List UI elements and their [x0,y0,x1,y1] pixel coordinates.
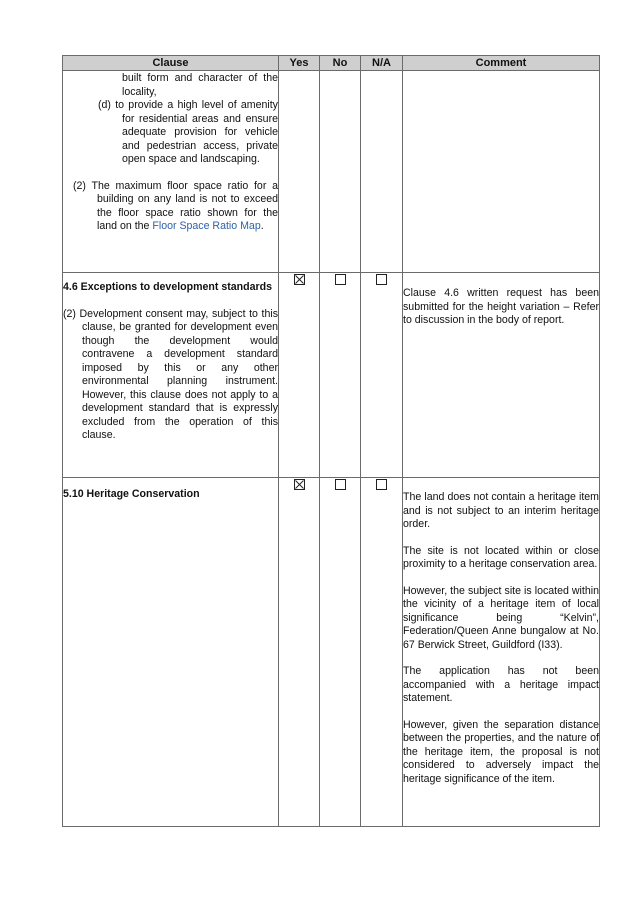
table-header-row [63,56,600,71]
table-row [63,273,600,478]
clause-heading-4-6: 4.6 Exceptions to development standards [63,281,272,293]
yes-cell [279,478,320,827]
clause-item-d [98,99,278,167]
na-cell [361,478,403,827]
yes-cell [279,71,320,273]
clause-cell [63,71,279,273]
clause-item-2 [73,180,278,234]
no-checkbox[interactable] [335,479,346,490]
comment-cell [403,71,600,273]
checkbox-cross-icon [295,480,304,489]
na-checkbox[interactable] [376,479,387,490]
column-header-na: N/A [361,56,403,71]
clause-continuation-text: built form and character of the locality, [122,72,278,98]
table-row [63,478,600,827]
column-header-clause: Clause [63,56,279,71]
clause-item-2-marker: (2) [73,179,86,192]
checkbox-cross-icon [295,275,304,284]
no-cell [320,273,361,478]
clause-heading-5-10: 5.10 Heritage Conservation [63,488,200,500]
table-row [63,71,600,273]
no-checkbox[interactable] [335,274,346,285]
na-cell [361,273,403,478]
clause-cell [63,478,279,827]
comment-paragraph: The land does not contain a heritage item and is not subject to an interim heritage order. [403,491,599,530]
clause-item-marker: (2) [63,307,76,320]
comment-paragraph: The site is not located within or close proximity to a heritage conservation area. [403,544,599,570]
clause-item-2-text: The maximum floor space ratio for a building on any land is not to exceed the floor space ratio shown for the land on the [91,179,278,232]
clause-item-2-end: . [260,220,264,232]
compliance-table [62,55,600,827]
comment-paragraph: However, the subject site is located within the vicinity of a heritage item of local significance being “Kelvin”, Federation/Queen Anne bungalow at No. 67 Berwick Street, Guildford (I33). [403,584,599,651]
comment-paragraphs [403,491,599,786]
comment-cell [403,273,600,478]
floor-space-ratio-map-link[interactable]: Floor Space Ratio Map [152,220,261,232]
clause-cell [63,273,279,478]
clause-item-d-marker: (d) [98,99,111,111]
yes-checkbox-checked[interactable] [294,274,305,285]
comment-paragraph: However, given the separation distance between the properties, and the nature of the heritage item, the proposal is not considered to adversely impact the heritage significance of the item. [403,718,599,785]
clause-item-4-6-2 [63,308,278,443]
na-checkbox[interactable] [376,274,387,285]
comment-text: Clause 4.6 written request has been submitted for the height variation – Refer to discussion in the body of report. [403,287,599,326]
yes-checkbox-checked[interactable] [294,479,305,490]
yes-cell [279,273,320,478]
column-header-no: No [320,56,361,71]
na-cell [361,71,403,273]
comment-paragraph: The application has not been accompanied with a heritage impact statement. [403,665,599,704]
comment-cell [403,478,600,827]
clause-item-d-text: to provide a high level of amenity for residential areas and ensure adequate provision for vehicle and pedestrian access, private open space and landscaping. [115,99,278,165]
column-header-comment: Comment [403,56,600,71]
no-cell [320,478,361,827]
no-cell [320,71,361,273]
column-header-yes: Yes [279,56,320,71]
clause-item-text: Development consent may, subject to this clause, be granted for development even though the development would contravene a development standard imposed by this or any other environmental planning instrument. However, this clause does not apply to a development standard that is expressly excluded from the operation of this clause. [79,307,278,441]
